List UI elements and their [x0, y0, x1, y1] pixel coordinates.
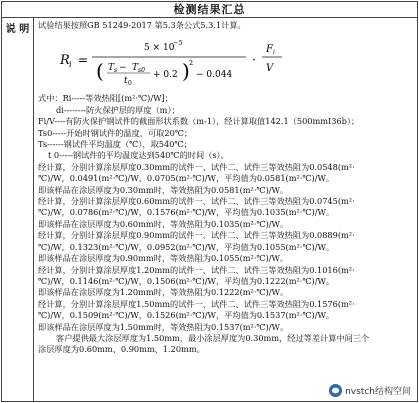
formula-num1: 5 × 10 — [144, 43, 175, 54]
summary-line: 涂层厚度为0.60mm、0.90mm、1.20mm。 — [38, 344, 205, 355]
formula-den-minus: − — [119, 63, 127, 74]
formula-close-paren: ) — [182, 59, 190, 84]
formula-den-tail: − 0.044 — [196, 70, 233, 81]
result-line: 经计算，分别计算涂层厚度0.90mm的试件一、试件二、试件三等效热阻为0.0889(m²· — [38, 230, 355, 241]
notes-content — [38, 20, 413, 356]
result-line: ℃)/W，0.1146(m²·℃)/W，0.1506(m²·℃)/W，平均值为0.1222(m²·℃)/W。 — [38, 275, 335, 286]
note-line: Fi/V----有防火保护钢试件的截面形状系数（m-1），经计算取值142.1（500mmI36b）； — [38, 116, 360, 127]
result-line: ℃)/W，0.1323(m²·℃)/W，0.0952(m²·℃)/W，平均值为0.1055(m²·℃)/W。 — [38, 241, 335, 252]
formula-den-a: T — [108, 63, 115, 74]
formula-lhs: R — [60, 53, 70, 69]
formula-den-exp: 2 — [189, 59, 194, 68]
formula-num2: F — [266, 44, 273, 56]
formula-open-paren: ( — [96, 59, 104, 84]
result-line: ℃)/W，0.0786(m²·℃)/W，0.1576(m²·℃)/W，平均值为0.1035(m²·℃)/W。 — [38, 207, 335, 218]
formula-num2-sub: i — [273, 49, 275, 57]
notes-row — [2, 18, 417, 402]
result-line: 即该样品在涂层厚度为1.20mm时，等效热阻为0.1222(m²·℃)/W。 — [38, 287, 289, 298]
formula-block — [38, 35, 413, 87]
result-line: 经计算，分别计算涂层厚度1.50mm的试件一、试件二、试件三等效热阻为0.1576(m²· — [38, 298, 355, 309]
note-line: 式中：Ri-----等效热阻[(m²·℃)/W]； — [38, 93, 173, 104]
note-line: Ts------钢试件平均温度（℃），取540℃； — [38, 139, 192, 150]
formula-lhs-sub: i — [69, 60, 72, 70]
formula-den-b: T — [132, 63, 139, 74]
formula-den-a-sub: s — [114, 67, 118, 75]
wechat-icon — [329, 384, 342, 397]
page-title: 检测结果汇总 — [2, 2, 417, 18]
formula-den2: V — [266, 63, 274, 75]
result-line: 即该样品在涂层厚度为0.60mm时，等效热阻为0.1035(m²·℃)/W。 — [38, 218, 289, 229]
note-line: t 0-----钢试件的平均温度达到540℃的时间（s）。 — [48, 150, 229, 161]
result-line: ℃)/W，0.1509(m²·℃)/W，0.1526(m²·℃)/W，平均值为0.1537(m²·℃)/W。 — [38, 310, 335, 321]
formula-den-t: t — [124, 76, 128, 87]
formula-den-b-sub: s0 — [138, 67, 145, 75]
watermark — [329, 384, 411, 397]
report-page — [1, 1, 418, 402]
result-line: ℃)/W，0.0491(m²·℃)/W，0.0705(m²·℃)/W，平均值为0.0581(m²·℃)/W。 — [38, 173, 335, 184]
result-line: 即该样品在涂层厚度为1.50mm时，等效热阻为0.1537(m²·℃)/W。 — [38, 321, 289, 332]
note-line: Ts0-----开始时钢试件的温度，可取20℃； — [38, 127, 193, 138]
formula-num1-exp: −5 — [173, 39, 183, 48]
result-line: 即该样品在涂层厚度为0.90mm时，等效热阻为0.1055(m²·℃)/W。 — [38, 253, 289, 264]
watermark-text: nvstch结构空间 — [345, 387, 411, 397]
section-label: 说 明 — [2, 18, 34, 402]
result-line: 经计算，分别计算涂层厚度1.20mm的试件一、试件二、试件三等效热阻为0.1016(m²· — [38, 264, 355, 275]
note-line: di--------防火保护层的厚度（m）； — [56, 104, 180, 115]
result-line: 经计算，分别计算涂层厚度0.60mm的试件一、试件二、试件三等效热阻为0.0745(m²· — [38, 196, 355, 207]
formula-den-t-sub: 0 — [128, 80, 132, 88]
intro-line: 试验结果按照GB 51249-2017 第5.3条公式5.3.1计算。 — [38, 20, 246, 30]
formula-eq: = — [78, 53, 89, 68]
summary-line: 客户提供最大涂层厚度为1.50mm，最小涂层厚度为0.30mm，经过等差计算中间三个 — [56, 332, 370, 343]
formula-times: · — [252, 53, 256, 68]
result-line: 经计算，分别计算涂层厚度0.30mm的试件一、试件二、试件三等效热阻为0.0548(m²· — [38, 161, 355, 172]
result-line: 即该样品在涂层厚度为0.30mm时，等效热阻为0.0581(m²·℃)/W。 — [38, 184, 289, 195]
formula-svg — [56, 35, 336, 87]
formula-den-plus: + 0.2 — [153, 70, 178, 81]
